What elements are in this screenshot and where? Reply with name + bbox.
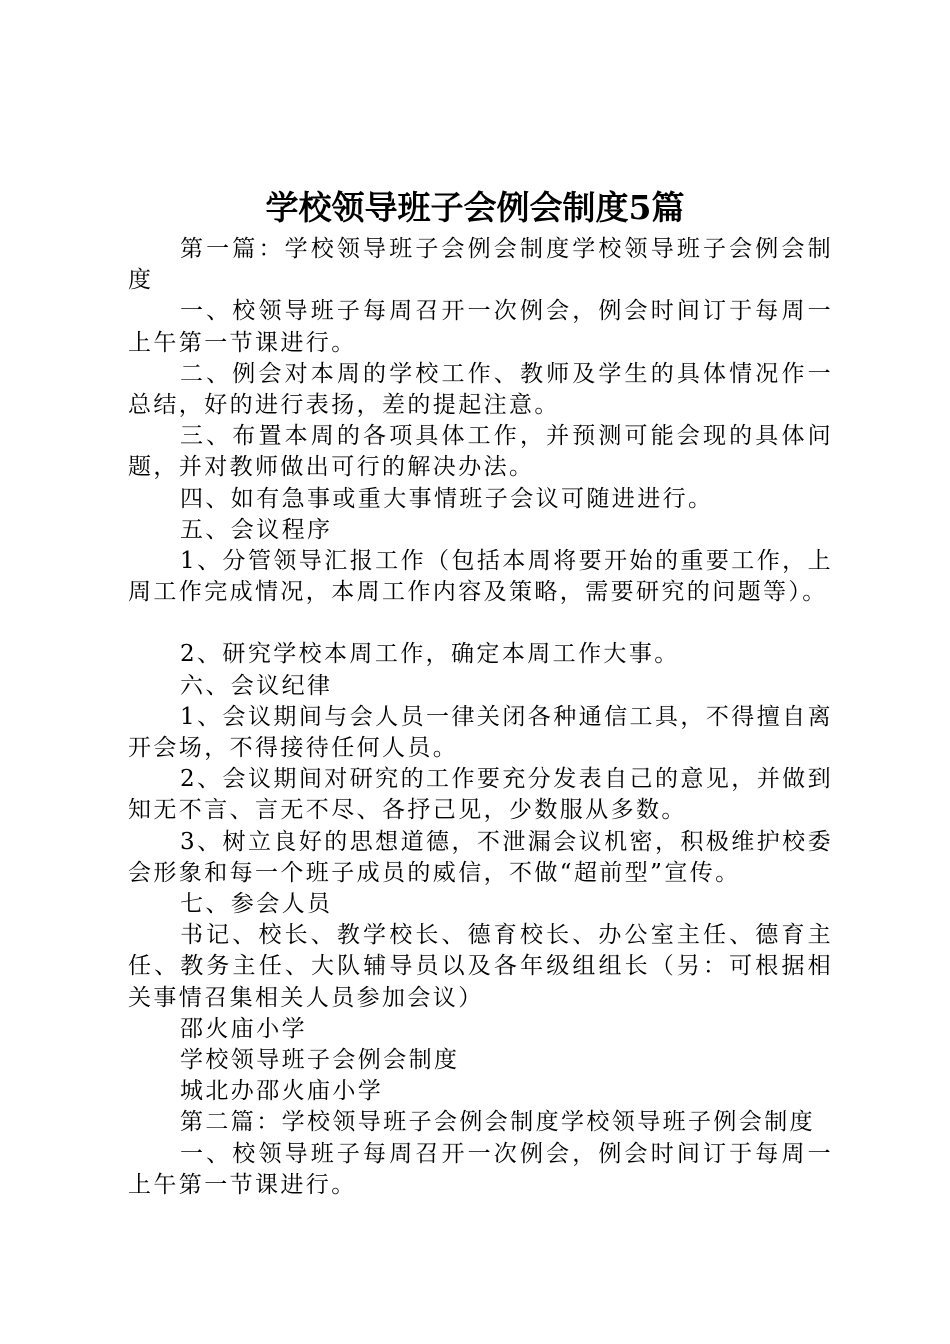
paragraph: 二、例会对本周的学校工作、教师及学生的具体情况作一总结，好的进行表扬，差的提起注意。 [128, 360, 833, 419]
paragraph: 书记、校长、教学校长、德育校长、办公室主任、德育主任、教务主任、大队辅导员以及各年级组组长（另：可根据相关事情召集相关人员参加会议） [128, 922, 833, 1011]
paragraph: 邵火庙小学 [180, 1015, 307, 1042]
paragraph: 六、会议纪律 [180, 672, 333, 699]
paragraph: 学校领导班子会例会制度 [180, 1047, 460, 1074]
paragraph: 3、树立良好的思想道德，不泄漏会议机密，积极维护校委会形象和每一个班子成员的威信，不做“超前型”宣传。 [128, 828, 833, 886]
document-title: 学校领导班子会例会制度5篇 [265, 188, 685, 227]
paragraph: 三、布置本周的各项具体工作，并预测可能会现的具体问题，并对教师做出可行的解决办法。 [128, 423, 833, 481]
document-body [128, 234, 833, 1201]
paragraph: 城北办邵火庙小学 [180, 1078, 384, 1105]
paragraph: 一、校领导班子每周召开一次例会，例会时间订于每周一上午第一节课进行。 [128, 1140, 833, 1198]
paragraph: 五、会议程序 [180, 516, 333, 543]
paragraph: 2、研究学校本周工作，确定本周工作大事。 [180, 641, 680, 668]
paragraph: 七、参会人员 [180, 891, 333, 918]
paragraph: 1、会议期间与会人员一律关闭各种通信工具，不得擅自离开会场，不得接待任何人员。 [128, 703, 833, 762]
paragraph: 2、会议期间对研究的工作要充分发表自己的意见，并做到知无不言、言无不尽、各抒己见，少数服从多数。 [128, 766, 833, 824]
paragraph: 1、分管领导汇报工作（包括本周将要开始的重要工作，上周工作完成情况，本周工作内容及策略，需要研究的问题等）。 [128, 548, 833, 606]
paragraph: 四、如有急事或重大事情班子会议可随进进行。 [180, 485, 714, 512]
paragraph: 第一篇：学校领导班子会例会制度学校领导班子会例会制度 [128, 236, 833, 294]
paragraph: 第二篇：学校领导班子会例会制度学校领导班子例会制度 [180, 1109, 815, 1136]
paragraph: 一、校领导班子每周召开一次例会，例会时间订于每周一上午第一节课进行。 [128, 298, 833, 356]
